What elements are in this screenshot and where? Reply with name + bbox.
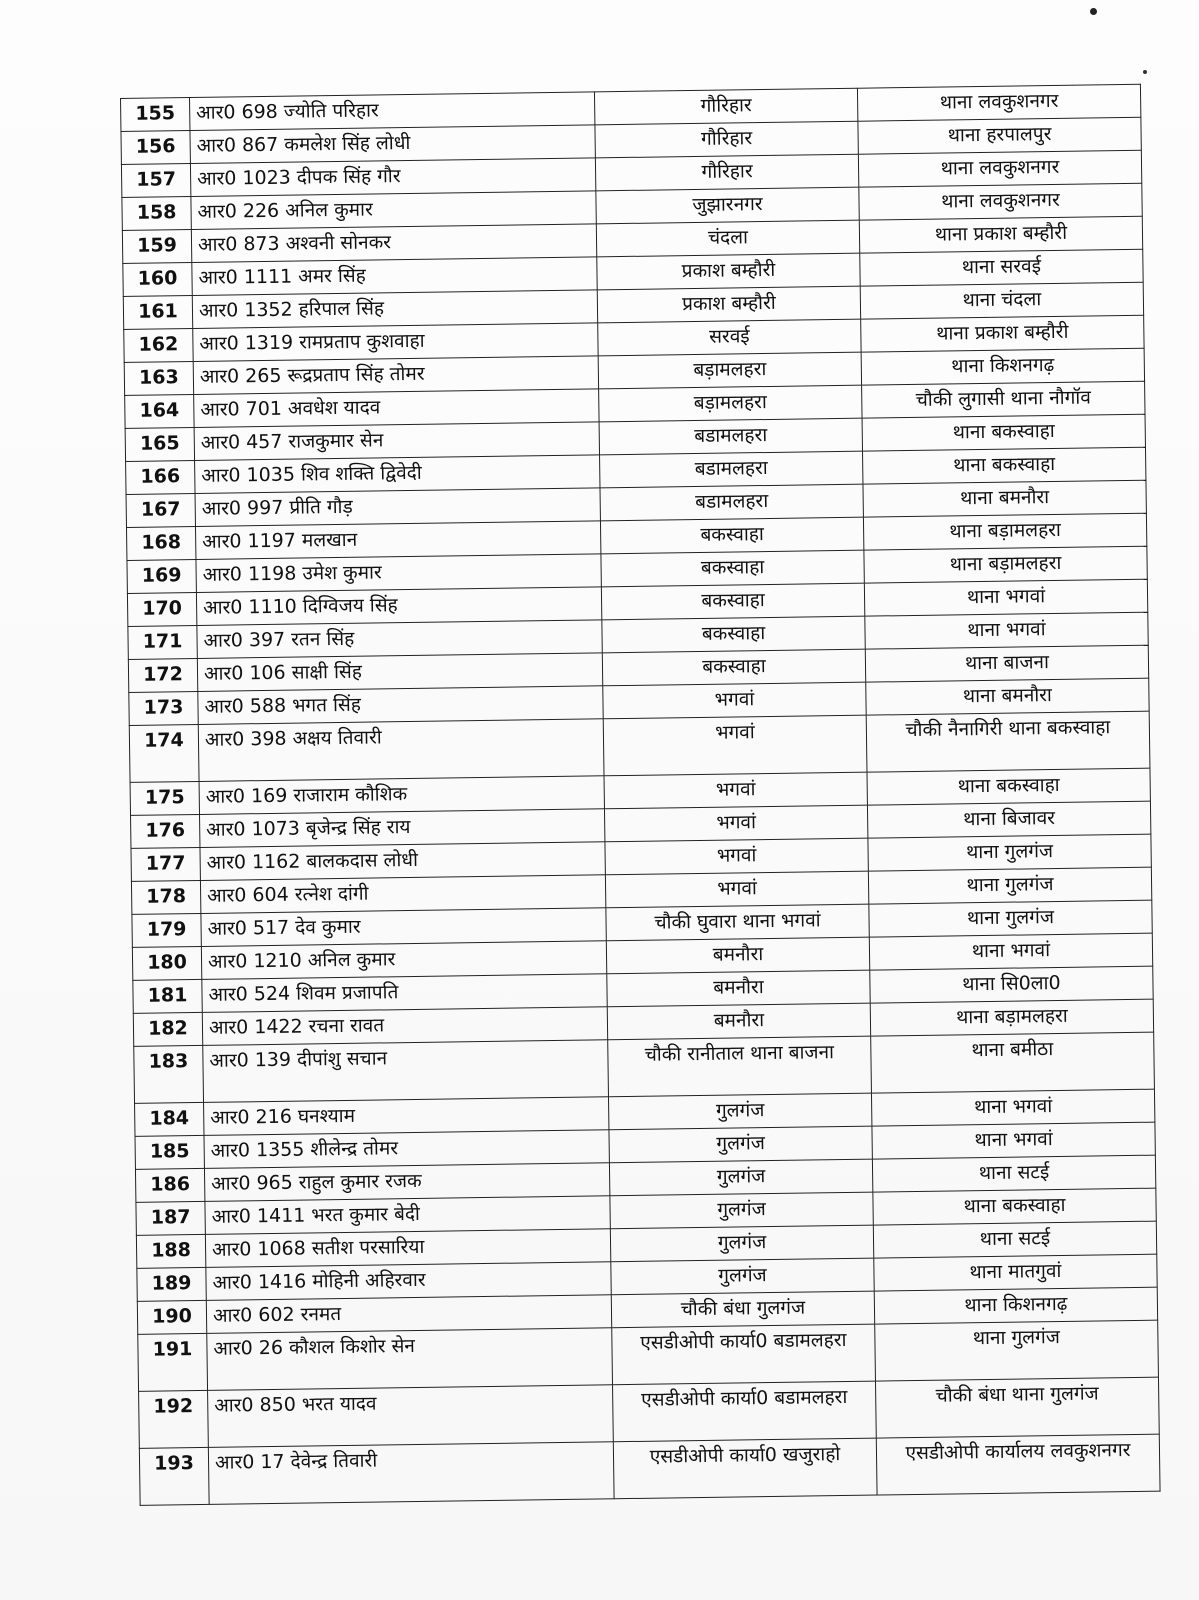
current-posting-cell: बकस्वाहा <box>600 517 863 554</box>
new-posting-cell: चौकी बंधा थाना गुलगंज <box>875 1377 1159 1438</box>
employee-name-cell: आर0 588 भगत सिंह <box>198 686 603 725</box>
serial-number-cell: 173 <box>129 691 198 725</box>
serial-number-cell: 183 <box>134 1045 204 1103</box>
current-posting-cell: एसडीओपी कार्या0 बडामलहरा <box>613 1381 877 1442</box>
employee-name-cell: आर0 226 अनिल कुमार <box>191 191 596 230</box>
ink-speck <box>1090 8 1097 15</box>
employee-name-cell: आर0 1073 बृजेन्द्र सिंह राय <box>200 809 605 848</box>
current-posting-cell: प्रकाश बम्हौरी <box>597 286 860 323</box>
serial-number-cell: 182 <box>133 1012 202 1046</box>
serial-number-cell: 167 <box>126 493 195 527</box>
new-posting-cell: थाना प्रकाश बम्हौरी <box>859 216 1142 253</box>
new-posting-cell: थाना बकस्वाहा <box>862 414 1145 451</box>
employee-name-cell: आर0 1162 बालकदास लोधी <box>200 842 605 881</box>
employee-name-cell: आर0 169 राजाराम कौशिक <box>199 776 604 815</box>
serial-number-cell: 161 <box>123 296 192 330</box>
current-posting-cell: गौरिहार <box>595 121 858 158</box>
new-posting-cell: थाना भगवां <box>872 1122 1155 1159</box>
employee-name-cell: आर0 517 देव कुमार <box>201 908 606 947</box>
employee-name-cell: आर0 139 दीपांशु सचान <box>203 1040 609 1103</box>
serial-number-cell: 166 <box>126 460 195 494</box>
new-posting-cell: थाना भगवां <box>869 933 1152 970</box>
new-posting-cell: थाना गुलगंज <box>868 834 1151 871</box>
serial-number-cell: 188 <box>136 1234 205 1268</box>
serial-number-cell: 168 <box>126 526 195 560</box>
new-posting-cell: चौकी नैनागिरी थाना बकस्वाहा <box>866 711 1150 772</box>
current-posting-cell: बड़ामलहरा <box>599 385 862 422</box>
current-posting-cell: गुलगंज <box>611 1258 874 1295</box>
employee-name-cell: आर0 1035 शिव शक्ति द्विवेदी <box>195 455 600 494</box>
employee-name-cell: आर0 457 राजकुमार सेन <box>194 422 599 461</box>
serial-number-cell: 190 <box>137 1300 206 1334</box>
employee-name-cell: आर0 1319 रामप्रताप कुशवाहा <box>193 323 598 362</box>
current-posting-cell: चौकी घुवारा थाना भगवां <box>606 904 869 941</box>
serial-number-cell: 159 <box>122 230 191 264</box>
current-posting-cell: गुलगंज <box>610 1225 873 1262</box>
current-posting-cell: बडामलहरा <box>600 451 863 488</box>
new-posting-cell: थाना चंदला <box>860 282 1143 319</box>
serial-number-cell: 177 <box>131 847 200 881</box>
new-posting-cell: थाना हरपालपुर <box>858 117 1141 154</box>
serial-number-cell: 163 <box>124 362 193 396</box>
current-posting-cell: चौकी रानीताल थाना बाजना <box>608 1036 872 1097</box>
employee-name-cell: आर0 216 घनश्याम <box>204 1097 609 1136</box>
current-posting-cell: गौरिहार <box>595 154 858 191</box>
serial-number-cell: 170 <box>127 592 196 626</box>
new-posting-cell: थाना बड़ामलहरा <box>863 513 1146 550</box>
employee-name-cell: आर0 1023 दीपक सिंह गौर <box>190 158 595 197</box>
serial-number-cell: 172 <box>128 658 197 692</box>
current-posting-cell: बमनौरा <box>607 1003 870 1040</box>
employee-name-cell: आर0 965 राहुल कुमार रजक <box>204 1163 609 1202</box>
serial-number-cell: 192 <box>139 1390 209 1448</box>
new-posting-cell: थाना गुलगंज <box>868 867 1151 904</box>
current-posting-cell: गुलगंज <box>608 1093 871 1130</box>
new-posting-cell: थाना बकस्वाहा <box>873 1188 1156 1225</box>
new-posting-cell: थाना बड़ामलहरा <box>864 546 1147 583</box>
current-posting-cell: बकस्वाहा <box>601 583 864 620</box>
transfer-list-body <box>121 84 1161 1505</box>
employee-name-cell: आर0 1197 मलखान <box>195 521 600 560</box>
serial-number-cell: 181 <box>133 979 202 1013</box>
employee-name-cell: आर0 1416 मोहिनी अहिरवार <box>206 1262 611 1301</box>
new-posting-cell: थाना बकस्वाहा <box>867 768 1150 805</box>
current-posting-cell: बमनौरा <box>606 937 869 974</box>
employee-name-cell: आर0 1355 शीलेन्द्र तोमर <box>204 1130 609 1169</box>
current-posting-cell: बकस्वाहा <box>602 649 865 686</box>
serial-number-cell: 187 <box>136 1201 205 1235</box>
employee-name-cell: आर0 1110 दिग्विजय सिंह <box>196 587 601 626</box>
employee-name-cell: आर0 397 रतन सिंह <box>197 620 602 659</box>
serial-number-cell: 158 <box>122 197 191 231</box>
serial-number-cell: 175 <box>130 781 199 815</box>
serial-number-cell: 171 <box>128 625 197 659</box>
employee-name-cell: आर0 1210 अनिल कुमार <box>201 941 606 980</box>
new-posting-cell: थाना बमनौरा <box>863 480 1146 517</box>
new-posting-cell: थाना मातगुवां <box>874 1254 1157 1291</box>
new-posting-cell: थाना गुलगंज <box>875 1320 1159 1381</box>
employee-name-cell: आर0 1111 अमर सिंह <box>192 257 597 296</box>
employee-name-cell: आर0 17 देवेन्द्र तिवारी <box>208 1442 614 1505</box>
employee-name-cell: आर0 1068 सतीश परसारिया <box>205 1229 610 1268</box>
new-posting-cell: थाना बिजावर <box>867 801 1150 838</box>
employee-name-cell: आर0 698 ज्योति परिहार <box>190 92 595 131</box>
new-posting-cell: थाना बमीठा <box>871 1032 1155 1093</box>
new-posting-cell: थाना किशनगढ़ <box>861 348 1144 385</box>
employee-name-cell: आर0 1411 भरत कुमार बेदी <box>205 1196 610 1235</box>
employee-name-cell: आर0 398 अक्षय तिवारी <box>198 719 604 782</box>
new-posting-cell: थाना प्रकाश बम्हौरी <box>861 315 1144 352</box>
serial-number-cell: 156 <box>121 131 190 165</box>
new-posting-cell: थाना गुलगंज <box>869 900 1152 937</box>
employee-name-cell: आर0 1198 उमेश कुमार <box>196 554 601 593</box>
employee-name-cell: आर0 602 रनमत <box>206 1295 611 1334</box>
employee-name-cell: आर0 524 शिवम प्रजापति <box>202 974 607 1013</box>
serial-number-cell: 164 <box>125 395 194 429</box>
employee-name-cell: आर0 1352 हरिपाल सिंह <box>192 290 597 329</box>
current-posting-cell: भगवां <box>603 715 867 776</box>
serial-number-cell: 165 <box>125 427 194 461</box>
new-posting-cell: थाना बाजना <box>865 645 1148 682</box>
serial-number-cell: 174 <box>129 724 199 782</box>
current-posting-cell: चौकी बंधा गुलगंज <box>611 1291 874 1328</box>
current-posting-cell: भगवां <box>605 838 868 875</box>
serial-number-cell: 178 <box>131 880 200 914</box>
employee-name-cell: आर0 997 प्रीति गौड़ <box>195 488 600 527</box>
new-posting-cell: थाना बकस्वाहा <box>863 447 1146 484</box>
serial-number-cell: 191 <box>138 1333 208 1391</box>
current-posting-cell: गौरिहार <box>594 88 857 125</box>
current-posting-cell: चंदला <box>596 220 859 257</box>
ink-speck <box>1143 70 1147 74</box>
new-posting-cell: थाना भगवां <box>871 1089 1154 1126</box>
current-posting-cell: भगवां <box>603 682 866 719</box>
current-posting-cell: बमनौरा <box>607 970 870 1007</box>
current-posting-cell: बडामलहरा <box>599 418 862 455</box>
new-posting-cell: थाना बड़ामलहरा <box>870 999 1153 1036</box>
current-posting-cell: एसडीओपी कार्या0 बडामलहरा <box>612 1324 876 1385</box>
serial-number-cell: 193 <box>139 1447 209 1505</box>
current-posting-cell: भगवां <box>604 805 867 842</box>
employee-name-cell: आर0 604 रत्नेश दांगी <box>200 875 605 914</box>
new-posting-cell: थाना सरवई <box>860 249 1143 286</box>
new-posting-cell: थाना सि0ला0 <box>870 966 1153 1003</box>
current-posting-cell: प्रकाश बम्हौरी <box>597 253 860 290</box>
employee-name-cell: आर0 873 अश्वनी सोनकर <box>191 224 596 263</box>
new-posting-cell: थाना लवकुशनगर <box>859 183 1142 220</box>
current-posting-cell: सरवई <box>598 319 861 356</box>
serial-number-cell: 179 <box>132 913 201 947</box>
serial-number-cell: 184 <box>135 1102 204 1136</box>
new-posting-cell: एसडीओपी कार्यालय लवकुशनगर <box>876 1434 1160 1495</box>
serial-number-cell: 157 <box>121 164 190 198</box>
employee-name-cell: आर0 701 अवधेश यादव <box>194 389 599 428</box>
current-posting-cell: बकस्वाहा <box>601 550 864 587</box>
serial-number-cell: 180 <box>132 946 201 980</box>
current-posting-cell: गुलगंज <box>609 1126 872 1163</box>
current-posting-cell: एसडीओपी कार्या0 खजुराहो <box>613 1438 877 1499</box>
serial-number-cell: 176 <box>131 814 200 848</box>
employee-name-cell: आर0 850 भरत यादव <box>208 1385 614 1448</box>
new-posting-cell: थाना सटई <box>872 1155 1155 1192</box>
new-posting-cell: थाना भगवां <box>864 579 1147 616</box>
new-posting-cell: थाना लवकुशनगर <box>858 150 1141 187</box>
serial-number-cell: 169 <box>127 559 196 593</box>
current-posting-cell: बडामलहरा <box>600 484 863 521</box>
serial-number-cell: 186 <box>135 1168 204 1202</box>
new-posting-cell: थाना भगवां <box>865 612 1148 649</box>
transfer-list-table <box>120 84 1161 1506</box>
serial-number-cell: 162 <box>124 329 193 363</box>
employee-name-cell: आर0 26 कौशल किशोर सेन <box>207 1328 613 1391</box>
current-posting-cell: बकस्वाहा <box>602 616 865 653</box>
current-posting-cell: गुलगंज <box>610 1192 873 1229</box>
serial-number-cell: 185 <box>135 1135 204 1169</box>
serial-number-cell: 189 <box>137 1267 206 1301</box>
new-posting-cell: थाना सटई <box>873 1221 1156 1258</box>
serial-number-cell: 155 <box>121 98 190 132</box>
serial-number-cell: 160 <box>123 263 192 297</box>
employee-name-cell: आर0 867 कमलेश सिंह लोधी <box>190 125 595 164</box>
current-posting-cell: जुझारनगर <box>596 187 859 224</box>
new-posting-cell: थाना बमनौरा <box>866 678 1149 715</box>
employee-name-cell: आर0 265 रूद्रप्रताप सिंह तोमर <box>193 356 598 395</box>
new-posting-cell: थाना किशनगढ़ <box>874 1287 1157 1324</box>
current-posting-cell: भगवां <box>605 871 868 908</box>
current-posting-cell: बड़ामलहरा <box>598 352 861 389</box>
current-posting-cell: भगवां <box>604 772 867 809</box>
new-posting-cell: चौकी लुगासी थाना नौगॉव <box>862 381 1145 418</box>
employee-name-cell: आर0 1422 रचना रावत <box>202 1007 607 1046</box>
current-posting-cell: गुलगंज <box>609 1159 872 1196</box>
employee-name-cell: आर0 106 साक्षी सिंह <box>197 653 602 692</box>
new-posting-cell: थाना लवकुशनगर <box>857 84 1140 121</box>
